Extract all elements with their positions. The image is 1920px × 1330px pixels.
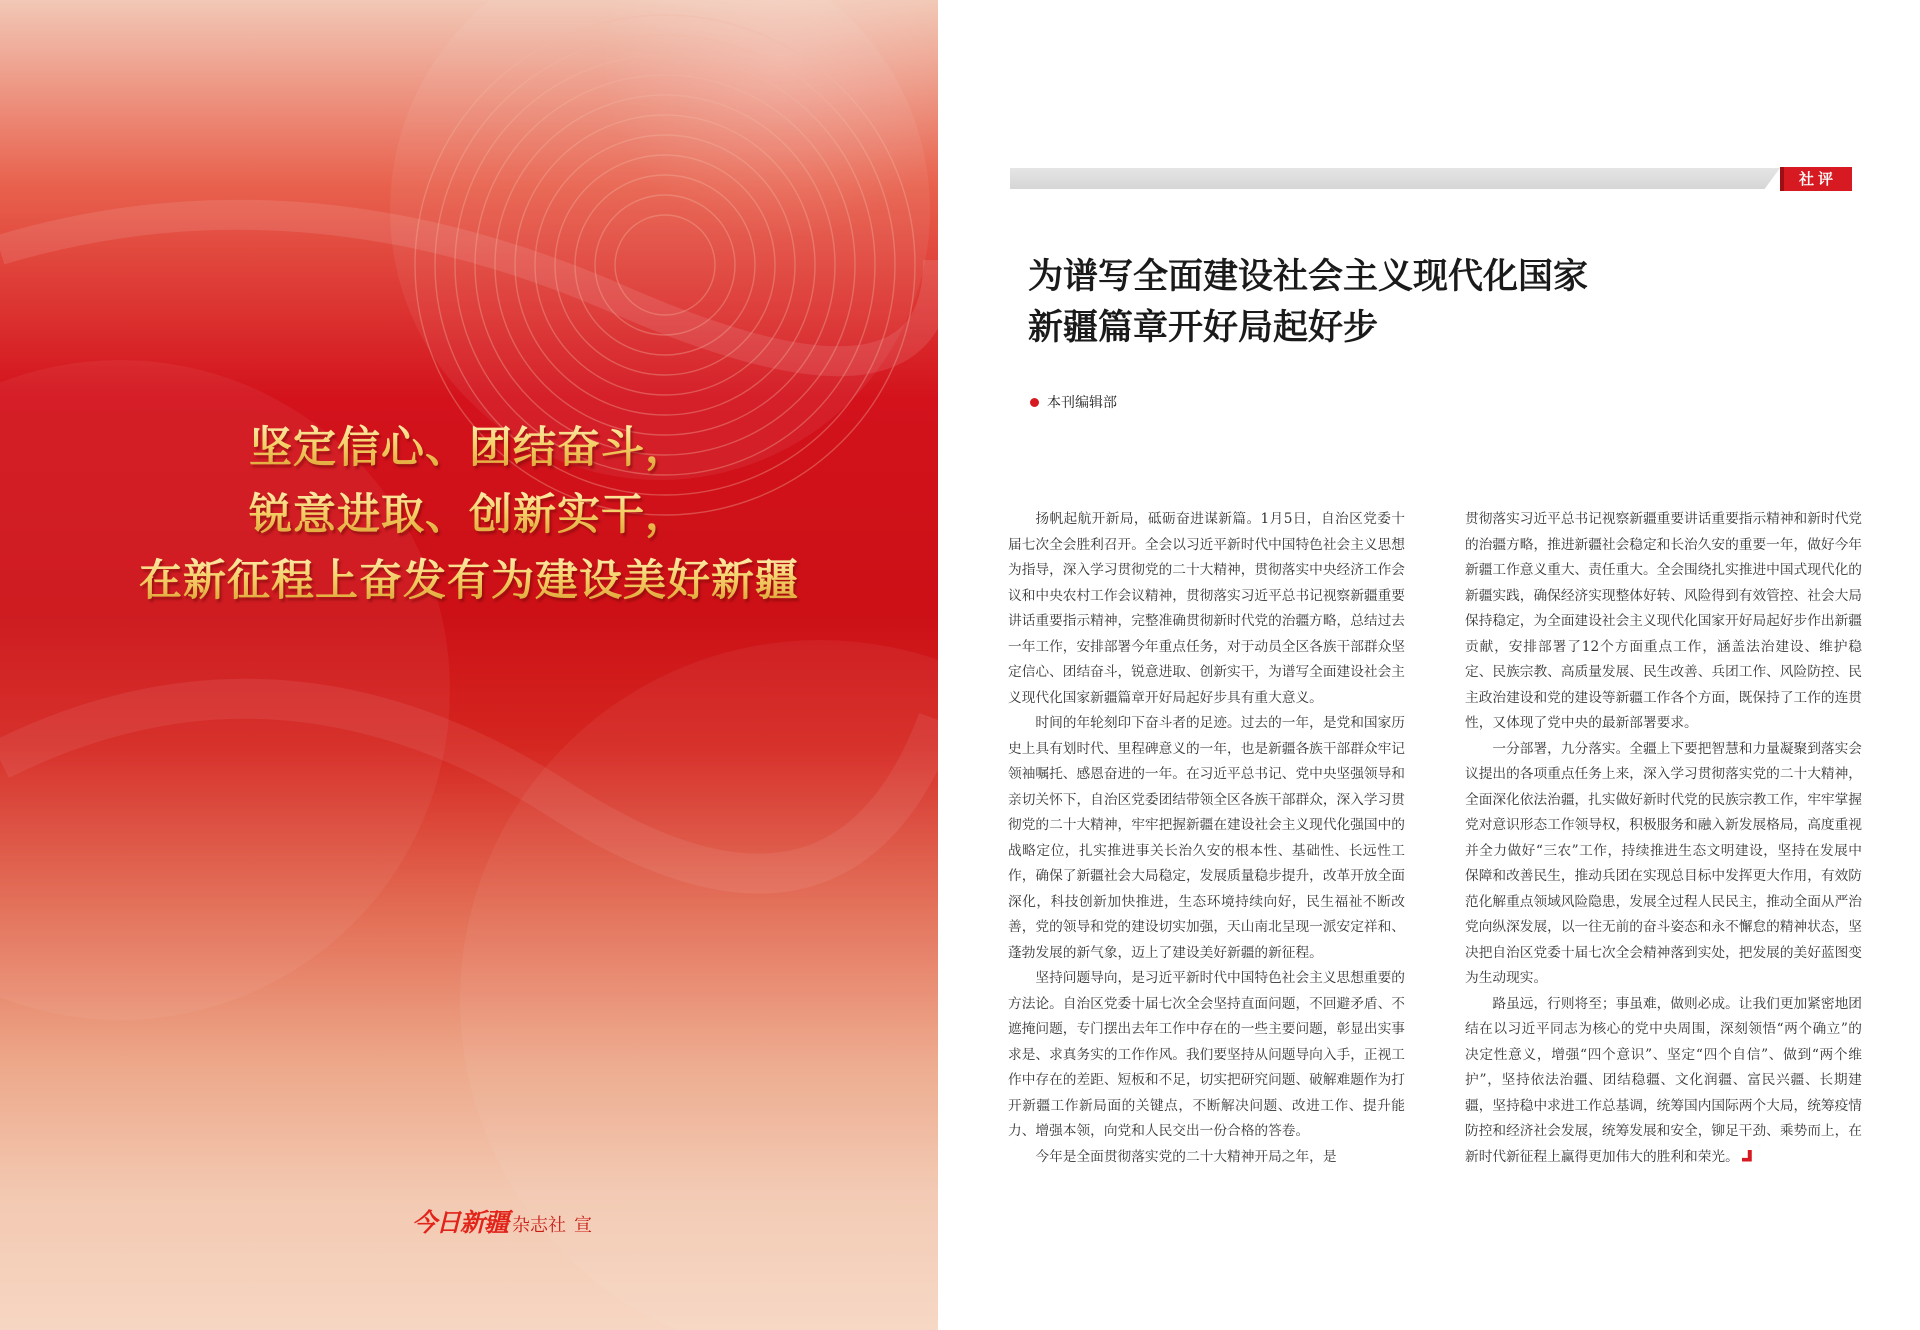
- bullet-dot-icon: [1030, 398, 1039, 407]
- poster-background-art: [0, 0, 938, 1330]
- paragraph: 今年是全面贯彻落实党的二十大精神开局之年，是: [1035, 1148, 1337, 1165]
- article-title: [1028, 252, 1828, 354]
- paragraph: 时间的年轮刻印下奋斗者的足迹。过去的一年，是党和国家历史上具有划时代、里程碑意义的一年，也是新疆各族干部群众牢记领袖嘱托、感恩奋进的一年。在习近平总书记、党中央坚强领导和亲切关怀下，自治区党委团结带领全区各族干部群众，深入学习贯彻党的二十大精神，牢牢把握新疆在建设社会主义现代化强国中的战略定位，扎实推进事关长治久安的根本性、基础性、长远性工作，确保了新疆社会大局稳定，发展质量稳步提升，改革开放全面深化，科技创新加快推进，生态环境持续向好，民生福祉不断改善，党的领导和党的建设切实加强，天山南北呈现一派安定祥和、蓬勃发展的新气象，迈上了建设美好新疆的新征程。: [1008, 715, 1405, 961]
- poster-slogan-line-3: 在新征程上奋发有为建设美好新疆: [0, 553, 938, 609]
- paragraph: [1465, 992, 1862, 1171]
- body-column-left: [1008, 507, 1405, 1170]
- byline-author: 本刊编辑部: [1047, 395, 1117, 411]
- paragraph: 一分部署，九分落实。全疆上下要把智慧和力量凝聚到落实会议提出的各项重点任务上来，深入学习贯彻落实党的二十大精神，全面深化依法治疆，扎实做好新时代党的民族宗教工作，牢牢掌握党对意识形态工作领导权，积极服务和融入新发展格局，高度重视并全力做好“三农”工作，持续推进生态文明建设，坚持在发展中保障和改善民生，推动兵团在实现总目标中发挥更大作用，有效防范化解重点领域风险隐患，发展全过程人民民主，推动全面从严治党向纵深发展，以一往无前的奋斗姿态和永不懈怠的精神状态，坚决把自治区党委十届七次全会精神落到实处，把发展的美好蓝图变为生动现实。: [1465, 740, 1862, 986]
- end-of-article-icon: [1742, 1150, 1752, 1162]
- article-page: [938, 0, 1920, 1330]
- paragraph-text: 路虽远，行则将至；事虽难，做则必成。让我们更加紧密地团结在以习近平同志为核心的党中央周围，深刻领悟“两个确立”的决定性意义，增强“四个意识”、坚定“四个自信”、做到“两个维护”，坚持依法治疆、团结稳疆、文化润疆、富民兴疆、长期建疆，坚持稳中求进工作总基调，统筹国内国际两个大局，统筹疫情防控和经济社会发展，统筹发展和安全，铆足干劲、乘势而上，在新时代新征程上赢得更加伟大的胜利和荣光。: [1465, 995, 1862, 1165]
- publisher-org: 杂志社: [512, 1215, 567, 1236]
- article-title-line-1: 为谱写全面建设社会主义现代化国家: [1028, 257, 1589, 297]
- paragraph: 坚持问题导向，是习近平新时代中国特色社会主义思想重要的方法论。自治区党委十届七次全会坚持直面问题，不回避矛盾、不遮掩问题，专门摆出去年工作中存在的一些主要问题，彰显出实事求是、求真务实的工作作风。我们要坚持从问题导向入手，正视工作中存在的差距、短板和不足，切实把研究问题、破解难题作为打开新疆工作新局面的关键点，不断解决问题、改进工作、提升能力、增强本领，向党和人民交出一份合格的答卷。: [1008, 970, 1405, 1139]
- poster-slogan-line-1: 坚定信心、团结奋斗，: [0, 420, 938, 476]
- column-header-bar: [1010, 168, 1780, 189]
- poster-page: [0, 0, 938, 1330]
- poster-publisher-credit: [412, 1203, 592, 1239]
- poster-slogan-line-2: 锐意进取、创新实干，: [0, 487, 938, 543]
- magazine-logo: 今日新疆: [412, 1208, 509, 1237]
- article-byline: [1030, 392, 1117, 412]
- body-column-right: [1465, 507, 1862, 1170]
- publisher-action: 宣: [574, 1215, 593, 1236]
- paragraph: 贯彻落实习近平总书记视察新疆重要讲话重要指示精神和新时代党的治疆方略，推进新疆社会稳定和长治久安的重要一年，做好今年新疆工作意义重大、责任重大。全会围绕扎实推进中国式现代化的新疆实践，确保经济实现整体好转、风险得到有效管控、社会大局保持稳定，为全面建设社会主义现代化国家开好局起好步作出新疆贡献，安排部署了12个方面重点工作，涵盖法治建设、维护稳定、民族宗教、高质量发展、民生改善、兵团工作、风险防控、民主政治建设和党的建设等新疆工作各个方面，既保持了工作的连贯性，又体现了党中央的最新部署要求。: [1465, 511, 1862, 731]
- article-title-line-2: 新疆篇章开好局起好步: [1028, 308, 1379, 348]
- paragraph: 扬帆起航开新局，砥砺奋进谋新篇。1月5日，自治区党委十届七次全会胜利召开。全会以习近平新时代中国特色社会主义思想为指导，深入学习贯彻党的二十大精神，贯彻落实中央经济工作会议和中央农村工作会议精神，贯彻落实习近平总书记视察新疆重要讲话重要指示精神，完整准确贯彻新时代党的治疆方略，总结过去一年工作，安排部署今年重点任务，对于动员全区各族干部群众坚定信心、团结奋斗，锐意进取、创新实干，为谱写全面建设社会主义现代化国家新疆篇章开好局起好步具有重大意义。: [1008, 511, 1405, 706]
- column-label-badge: 社评: [1780, 167, 1852, 191]
